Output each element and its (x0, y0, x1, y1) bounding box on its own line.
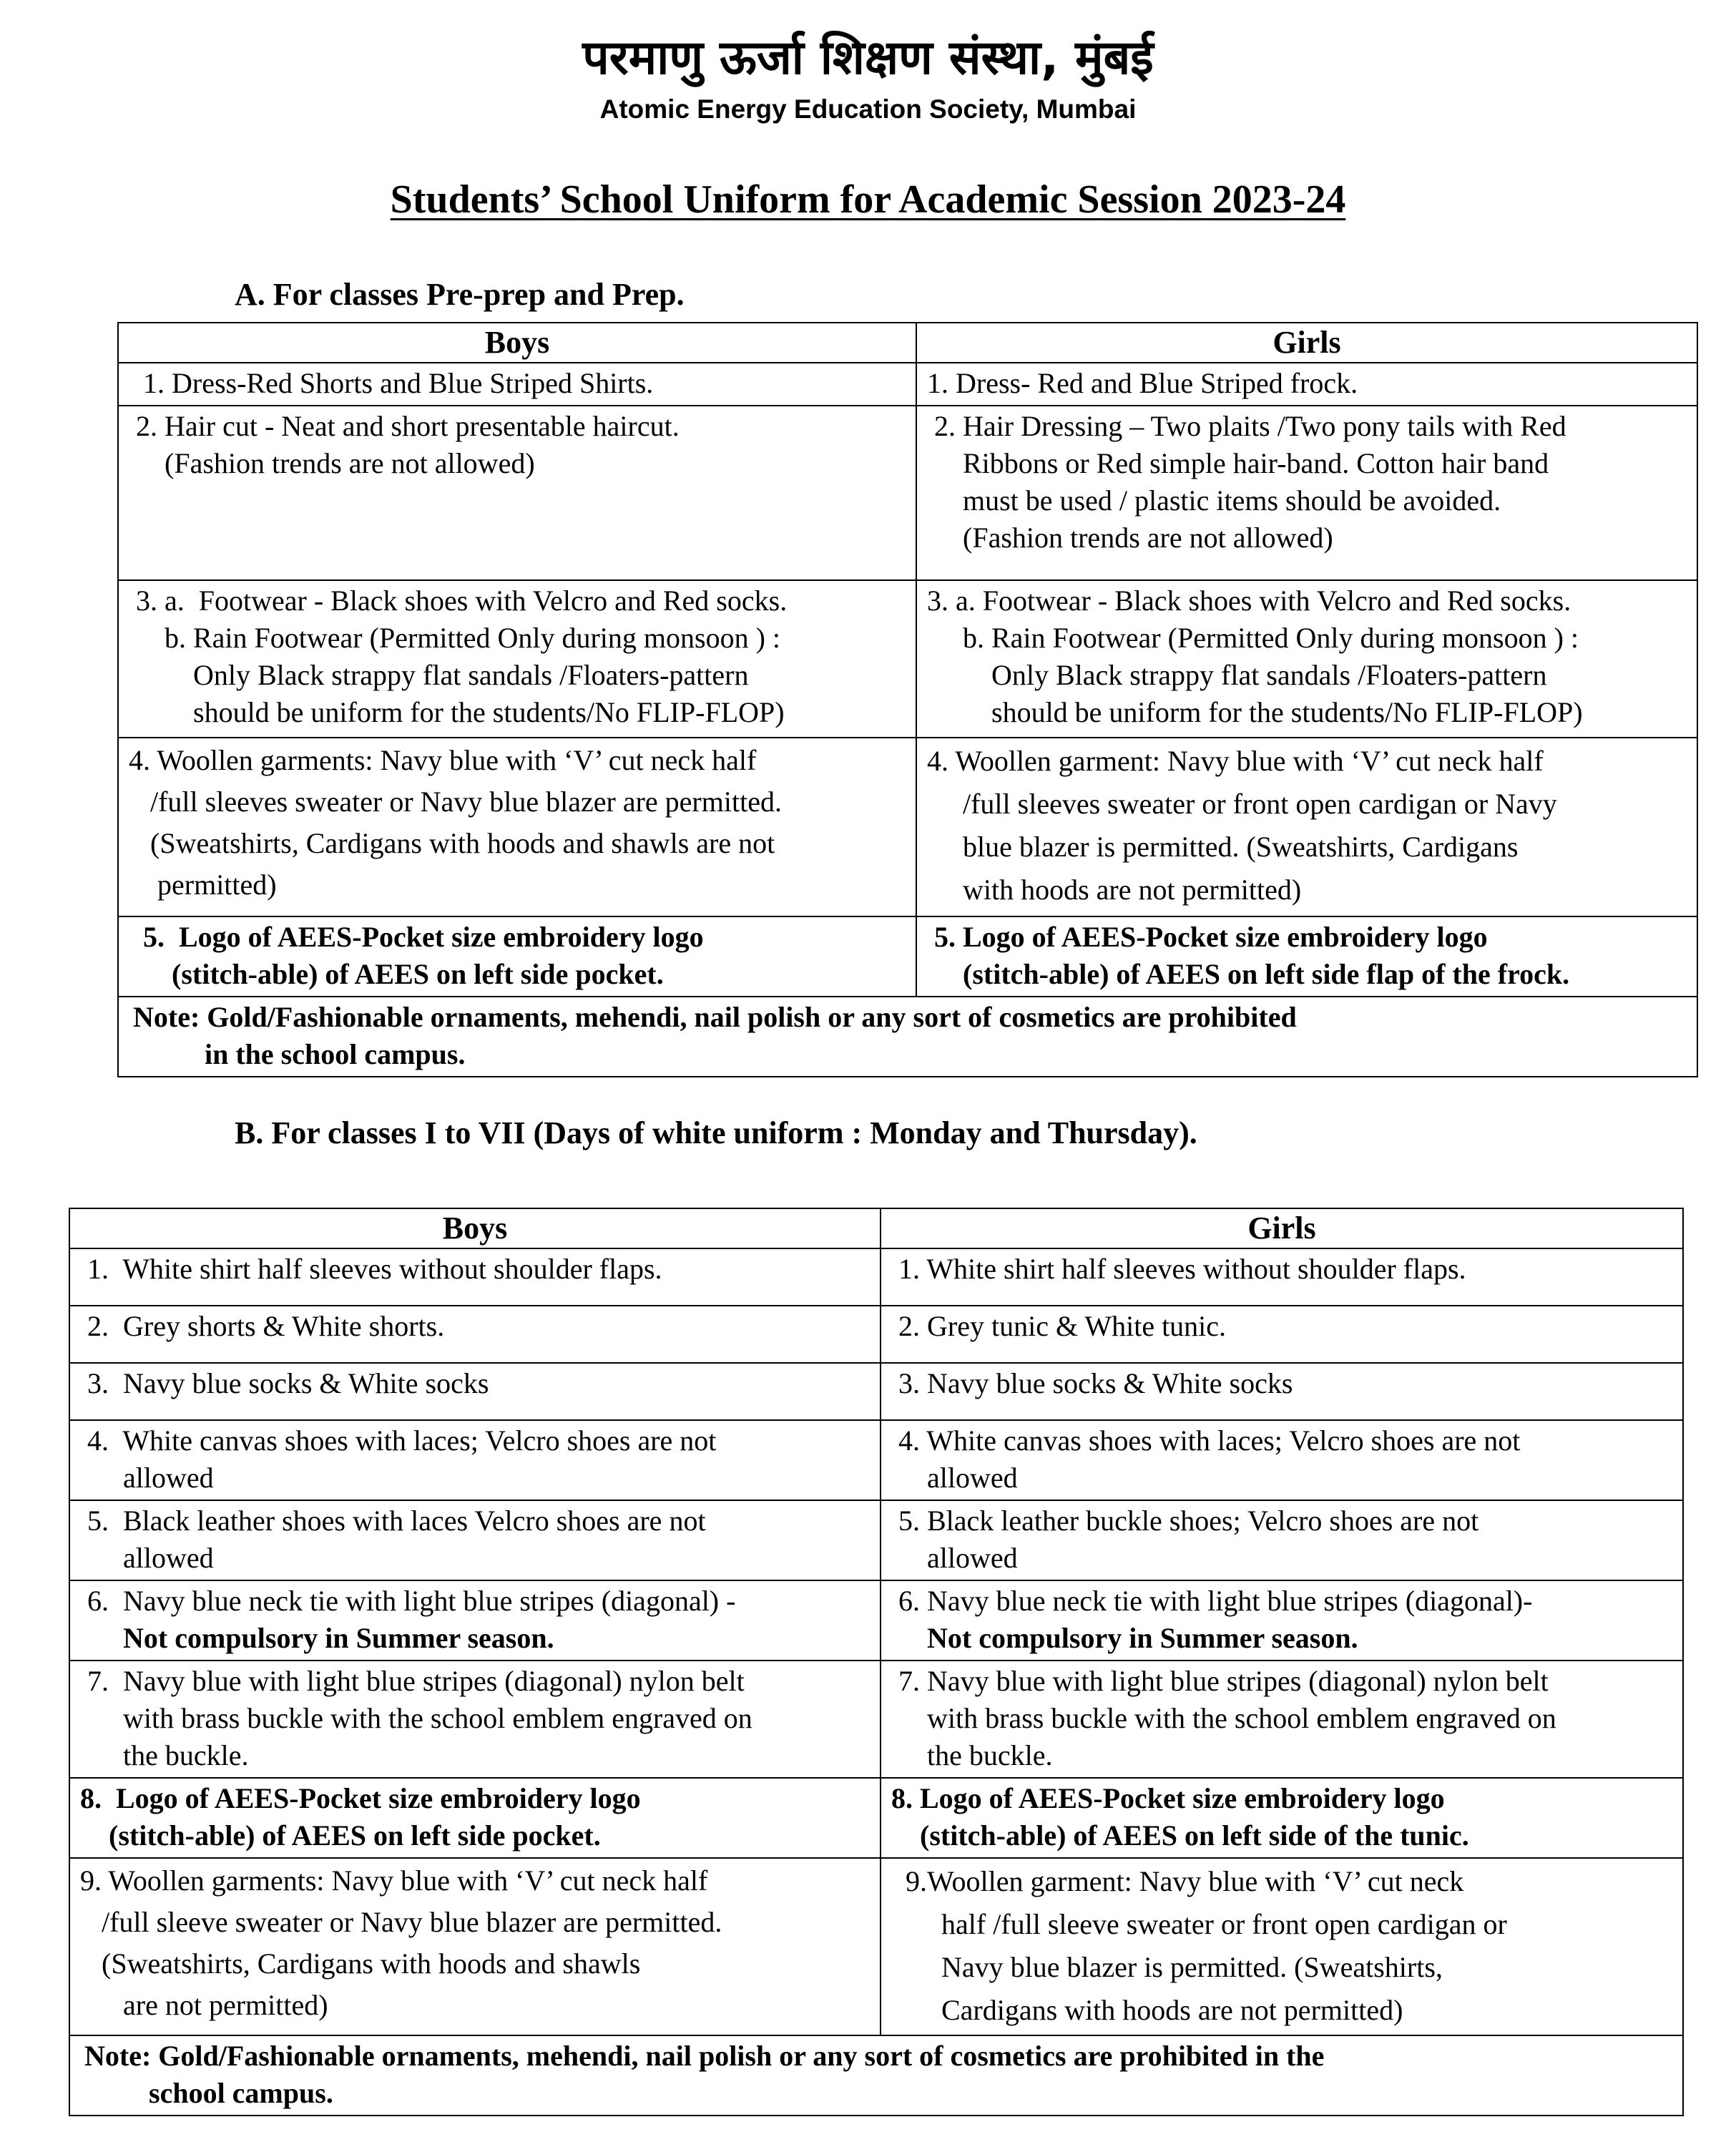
girls-item-6 (881, 1580, 1683, 1661)
girls-item-4: 4. Woollen garment: Navy blue with ‘V’ cut neck half /full sleeves sweater or front open cardigan or Navy blue blazer is permitted. (Sweatshirts, Cardigans with hoods are not permitted) (916, 738, 1697, 916)
girls-item-5: 5. Black leather buckle shoes; Velcro shoes are not allowed (881, 1500, 1683, 1580)
girls-item-4: 4. White canvas shoes with laces; Velcro shoes are not allowed (881, 1420, 1683, 1500)
boys-item-6-text: 6. Navy blue neck tie with light blue stripes (diagonal) - (80, 1585, 736, 1617)
boys-item-9: 9. Woollen garments: Navy blue with ‘V’ cut neck half /full sleeve sweater or Navy blue blazer are permitted. (Sweatshirts, Cardigans with hoods and shawls are not permitted) (69, 1858, 881, 2035)
boys-item-3: 3. a. Footwear - Black shoes with Velcro and Red socks. b. Rain Footwear (Permitted Only during monsoon ) : Only Black strappy flat sandals /Floaters-pattern should be uniform for the students/No FLIP-FLOP) (118, 580, 916, 738)
girls-item-6-bold: Not compulsory in Summer season. (891, 1622, 1358, 1654)
table-row-note (118, 997, 1697, 1077)
table-header-row (118, 323, 1697, 363)
boys-item-4: 4. Woollen garments: Navy blue with ‘V’ cut neck half /full sleeves sweater or Navy blue blazer are permitted. (Sweatshirts, Cardigans with hoods and shawls are not permitted) (118, 738, 916, 916)
org-name-hindi: परमाणु ऊर्जा शिक्षण संस्था, मुंबई (582, 30, 1154, 85)
table-row (69, 1661, 1683, 1778)
column-header-girls: Girls (881, 1208, 1683, 1248)
boys-item-2: 2. Hair cut - Neat and short presentable haircut. (Fashion trends are not allowed) (118, 406, 916, 580)
table-row (69, 1363, 1683, 1420)
table-row (118, 916, 1697, 997)
org-name-english: Atomic Energy Education Society, Mumbai (599, 94, 1137, 124)
girls-item-3: 3. Navy blue socks & White socks (881, 1363, 1683, 1420)
table-row (69, 1778, 1683, 1858)
column-header-boys: Boys (118, 323, 916, 363)
girls-item-6-text: 6. Navy blue neck tie with light blue stripes (diagonal)- (891, 1585, 1533, 1617)
table-row (118, 580, 1697, 738)
girls-item-5: 5. Logo of AEES-Pocket size embroidery logo (stitch-able) of AEES on left side flap of the frock. (916, 916, 1697, 997)
table-row (69, 1306, 1683, 1363)
boys-item-4: 4. White canvas shoes with laces; Velcro shoes are not allowed (69, 1420, 881, 1500)
girls-item-2: 2. Hair Dressing – Two plaits /Two pony tails with Red Ribbons or Red simple hair-band. Cotton hair band must be used / plastic items should be avoided. (Fashion trends are not allowed) (916, 406, 1697, 580)
table-row (118, 738, 1697, 916)
boys-item-2: 2. Grey shorts & White shorts. (69, 1306, 881, 1363)
table-row (69, 1858, 1683, 2035)
table-row (69, 1500, 1683, 1580)
boys-item-6-bold: Not compulsory in Summer season. (80, 1622, 554, 1654)
table-header-row (69, 1208, 1683, 1248)
table-row (118, 363, 1697, 406)
table-row (118, 406, 1697, 580)
document-title (0, 175, 1736, 225)
girls-item-3: 3. a. Footwear - Black shoes with Velcro and Red socks. b. Rain Footwear (Permitted Only during monsoon ) : Only Black strappy flat sandals /Floaters-pattern should be uniform for the students/No FLIP-FLOP) (916, 580, 1697, 738)
section-a-note: Note: Gold/Fashionable ornaments, mehendi, nail polish or any sort of cosmetics are prohibited in the school campus. (118, 997, 1697, 1077)
table-row (69, 1420, 1683, 1500)
section-b-note: Note: Gold/Fashionable ornaments, mehendi, nail polish or any sort of cosmetics are prohibited in the school campus. (69, 2035, 1683, 2116)
section-a-heading: A. For classes Pre-prep and Prep. (235, 277, 685, 312)
section-b-heading: B. For classes I to VII (Days of white uniform : Monday and Thursday). (235, 1115, 1197, 1150)
girls-item-1: 1. White shirt half sleeves without shoulder flaps. (881, 1248, 1683, 1306)
girls-item-9: 9.Woollen garment: Navy blue with ‘V’ cut neck half /full sleeve sweater or front open cardigan or Navy blue blazer is permitted. (Sweatshirts, Cardigans with hoods are not permitted) (881, 1858, 1683, 2035)
table-row-note (69, 2035, 1683, 2116)
column-header-boys: Boys (69, 1208, 881, 1248)
girls-item-2: 2. Grey tunic & White tunic. (881, 1306, 1683, 1363)
table-row (69, 1248, 1683, 1306)
boys-item-6 (69, 1580, 881, 1661)
boys-item-8: 8. Logo of AEES-Pocket size embroidery logo (stitch-able) of AEES on left side pocket. (69, 1778, 881, 1858)
boys-item-5: 5. Black leather shoes with laces Velcro shoes are not allowed (69, 1500, 881, 1580)
column-header-girls: Girls (916, 323, 1697, 363)
boys-item-1: 1. White shirt half sleeves without shoulder flaps. (69, 1248, 881, 1306)
section-b-table (69, 1208, 1684, 2116)
girls-item-8: 8. Logo of AEES-Pocket size embroidery logo (stitch-able) of AEES on left side of the tunic. (881, 1778, 1683, 1858)
girls-item-7: 7. Navy blue with light blue stripes (diagonal) nylon belt with brass buckle with the school emblem engraved on the buckle. (881, 1661, 1683, 1778)
boys-item-1: 1. Dress-Red Shorts and Blue Striped Shirts. (118, 363, 916, 406)
boys-item-7: 7. Navy blue with light blue stripes (diagonal) nylon belt with brass buckle with the school emblem engraved on the buckle. (69, 1661, 881, 1778)
section-a-table (117, 322, 1698, 1077)
table-row (69, 1580, 1683, 1661)
boys-item-5: 5. Logo of AEES-Pocket size embroidery logo (stitch-able) of AEES on left side pocket. (118, 916, 916, 997)
boys-item-3: 3. Navy blue socks & White socks (69, 1363, 881, 1420)
girls-item-1: 1. Dress- Red and Blue Striped frock. (916, 363, 1697, 406)
document-title-text: Students’ School Uniform for Academic Session 2023-24 (390, 177, 1346, 222)
